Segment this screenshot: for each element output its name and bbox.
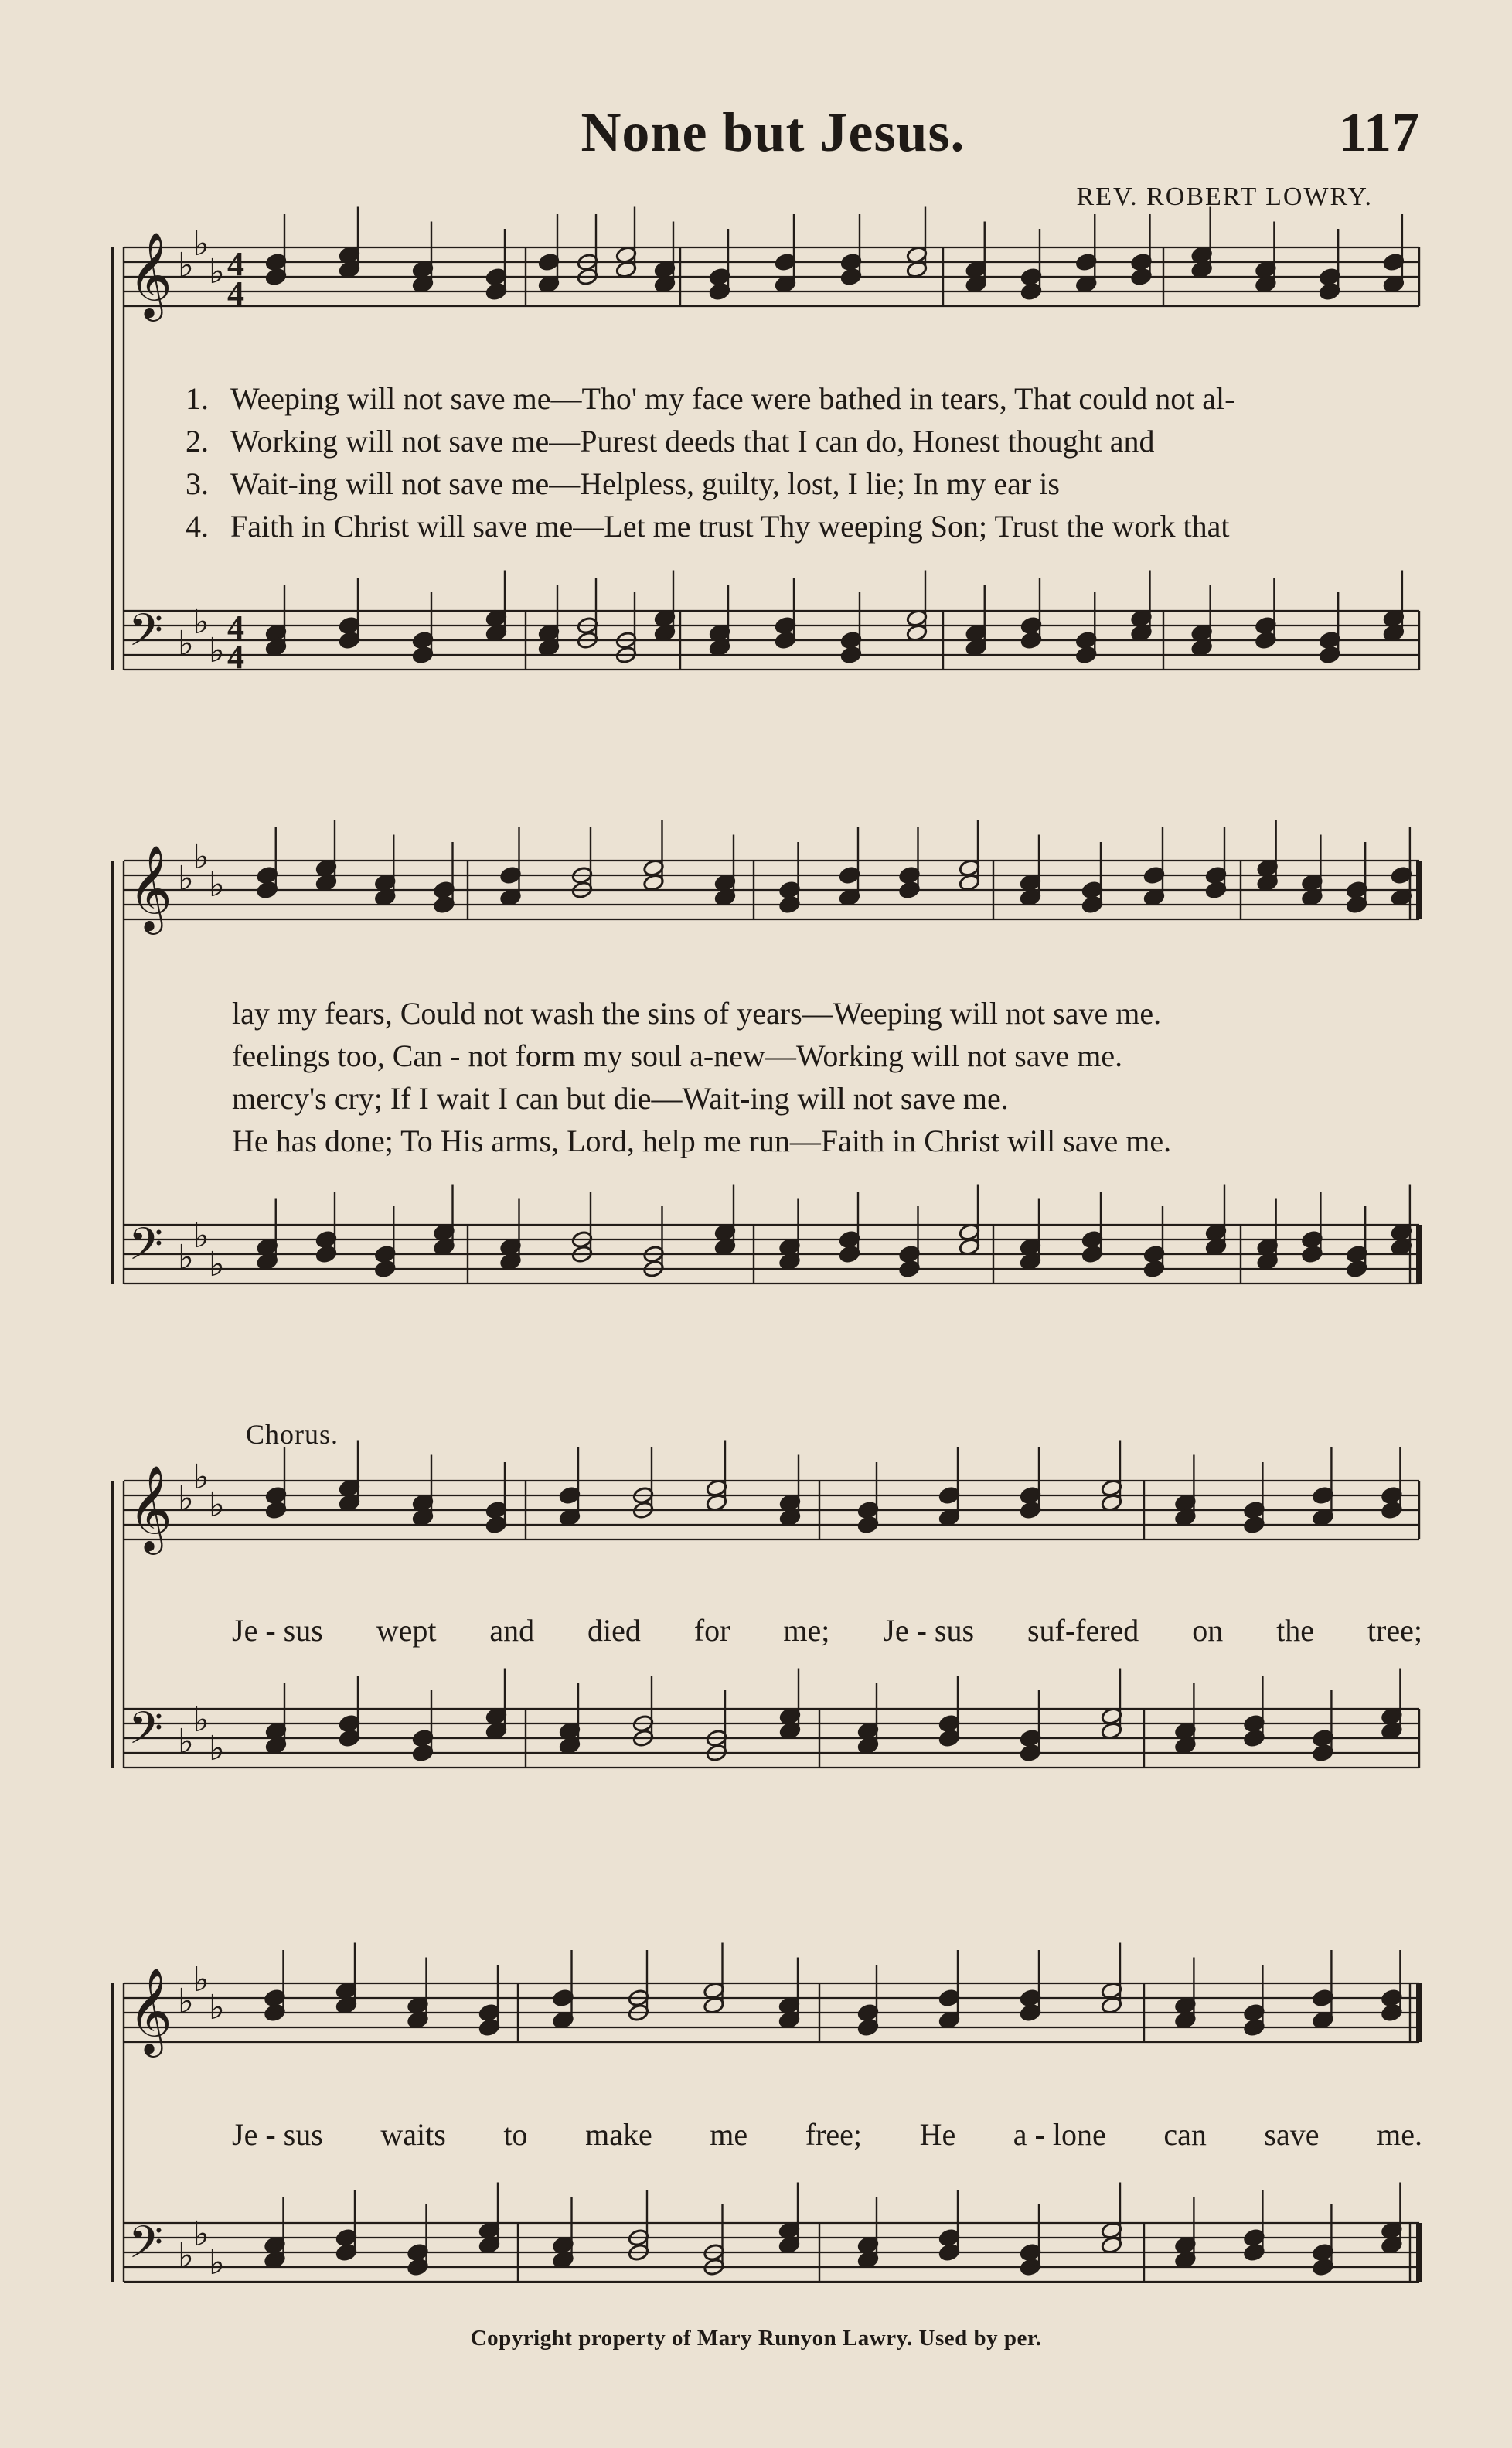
verse-line: 1. Weeping will not save me—Tho' my face were bathed in tears, That could not al- (186, 381, 1235, 416)
flat-icon: ♭ (209, 1245, 225, 1284)
flat-icon: ♭ (178, 859, 194, 898)
time-signature: 4 (227, 638, 244, 676)
chorus-label: Chorus. (246, 1419, 339, 1450)
verse-lyrics-system-2 (232, 992, 1469, 1162)
flat-icon: ♭ (193, 1700, 209, 1740)
chorus-lyric-line-1: Je - sus wept and died for me; Je - sus suf-fered on the tree; (232, 1613, 1422, 1648)
flat-icon: ♭ (178, 1982, 194, 2021)
flat-icon: ♭ (178, 246, 194, 285)
verse-line: 3. Wait-ing will not save me—Helpless, guilty, lost, I lie; In my ear is (186, 466, 1060, 501)
bass-clef-icon: 𝄢 (128, 1218, 164, 1281)
flat-icon: ♭ (178, 1722, 194, 1761)
flat-icon: ♭ (193, 837, 209, 877)
flat-icon: ♭ (193, 1960, 209, 2000)
verse-line: lay my fears, Could not wash the sins of years—Weeping will not save me. (232, 996, 1162, 1031)
treble-clef-icon: 𝄞 (128, 231, 172, 318)
final-barline (1416, 861, 1422, 919)
final-barline (1416, 1225, 1422, 1284)
flat-icon: ♭ (193, 224, 209, 264)
bass-clef-icon: 𝄢 (128, 604, 164, 667)
flat-icon: ♭ (193, 1458, 209, 1497)
flat-icon: ♭ (193, 2214, 209, 2254)
hymn-title: None but Jesus. (581, 101, 965, 163)
verse-lyrics-system-1 (186, 377, 1422, 547)
flat-icon: ♭ (178, 1479, 194, 1519)
final-barline (1416, 1983, 1422, 2042)
copyright-notice: Copyright property of Mary Runyon Lawry. Used by per. (470, 2326, 1042, 2351)
treble-clef-icon: 𝄞 (128, 1967, 172, 2054)
bass-clef-icon: 𝄢 (128, 1702, 164, 1765)
treble-clef-icon: 𝄞 (128, 1464, 172, 1551)
chorus-lyric-line-2: Je - sus waits to make me free; He a - lone can save me. (232, 2117, 1422, 2152)
verse-line: feelings too, Can - not form my soul a-new—Working will not save me. (232, 1038, 1123, 1073)
flat-icon: ♭ (193, 602, 209, 642)
verse-line: 2. Working will not save me—Purest deeds that I can do, Honest thought and (186, 424, 1155, 459)
time-signature: 4 (227, 245, 244, 283)
time-signature: 4 (227, 609, 244, 646)
page-number: 117 (1338, 101, 1419, 163)
final-barline (1416, 2223, 1422, 2282)
flat-icon: ♭ (178, 624, 194, 663)
flat-icon: ♭ (209, 1729, 225, 1768)
verse-line: mercy's cry; If I wait I can but die—Wait-ing will not save me. (232, 1081, 1009, 1116)
flat-icon: ♭ (209, 1988, 225, 2027)
flat-icon: ♭ (178, 1238, 194, 1277)
flat-icon: ♭ (178, 2236, 194, 2276)
verse-line: He has done; To His arms, Lord, help me run—Faith in Christ will save me. (232, 1123, 1172, 1158)
time-signature: 4 (227, 274, 244, 312)
flat-icon: ♭ (209, 1485, 225, 1525)
flat-icon: ♭ (209, 2243, 225, 2283)
verse-line: 4. Faith in Christ will save me—Let me trust Thy weeping Son; Trust the work that (186, 509, 1230, 544)
flat-icon: ♭ (209, 252, 225, 292)
flat-icon: ♭ (209, 631, 225, 670)
flat-icon: ♭ (193, 1216, 209, 1256)
treble-clef-icon: 𝄞 (128, 844, 172, 931)
flat-icon: ♭ (209, 865, 225, 905)
bass-clef-icon: 𝄢 (128, 2216, 164, 2279)
composer-credit: REV. ROBERT LOWRY. (1076, 182, 1373, 211)
